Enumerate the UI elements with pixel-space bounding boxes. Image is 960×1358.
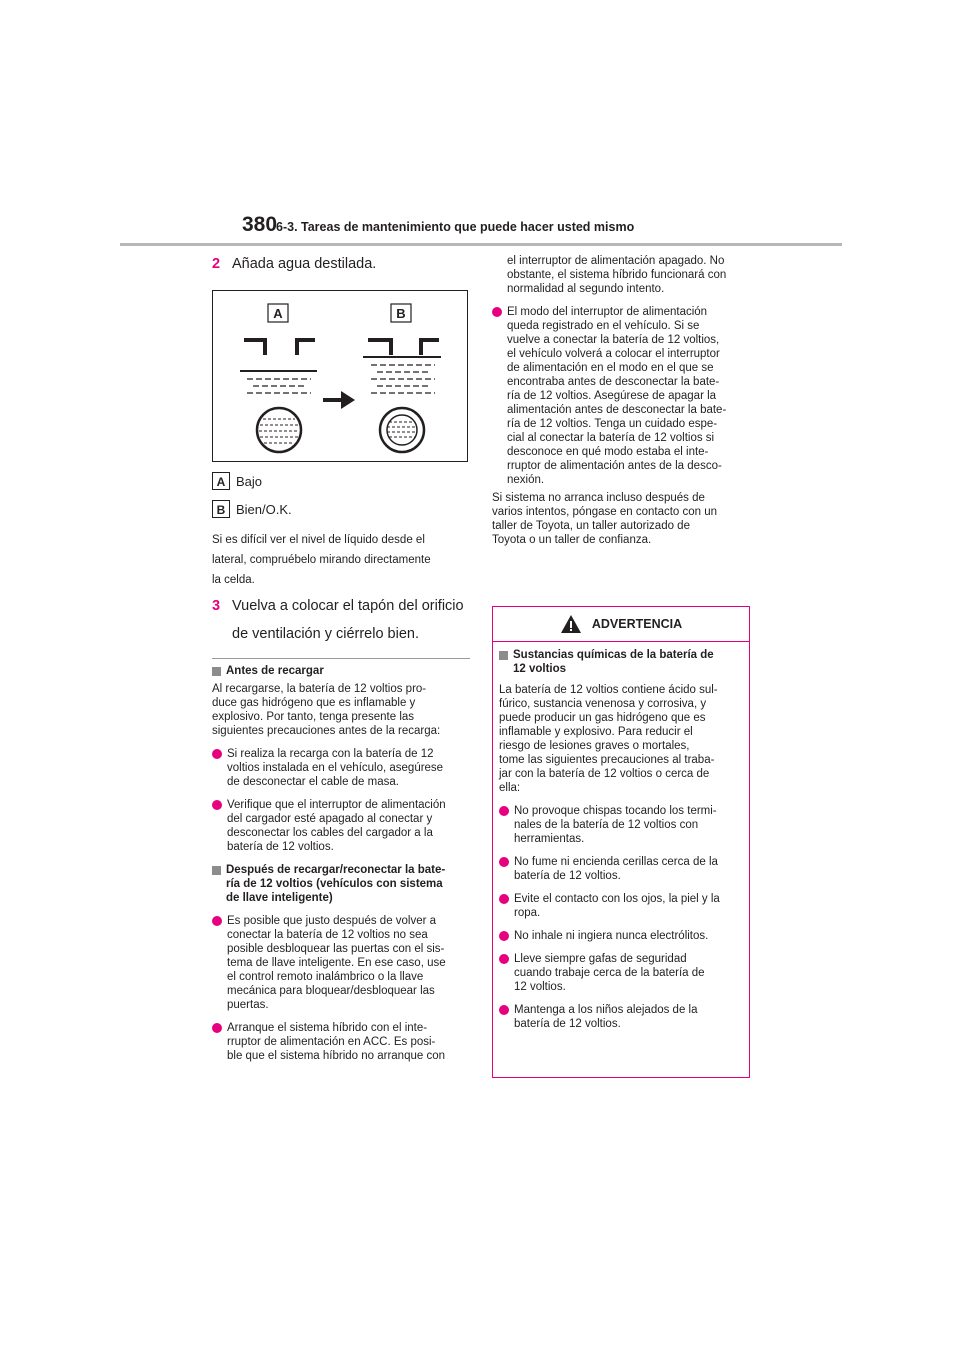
continued-paragraph: el interruptor de alimentación apagado. No obstante, el sistema híbrido funcionará con normalidad al segundo intento.: [507, 255, 727, 295]
section-before-charging: [212, 664, 470, 1063]
cell-ok: [368, 340, 439, 355]
warning-header: [493, 607, 749, 642]
step-2: [212, 254, 470, 275]
arrow-icon: [323, 391, 355, 409]
bullet-text: Es posible que justo después de volver a conectar la batería de 12 voltios no sea posible desbloquear las puertas con el sis- tema de llave inteligente. En ese caso, use el control remoto inalámbrico o la llave mecánica para bloquear/desbloquear las puertas.: [227, 915, 446, 1011]
step-text: de ventilación y ciérrelo bien.: [232, 626, 419, 642]
legend-text: Bajo: [236, 473, 263, 489]
legend-b: [212, 500, 292, 518]
battery-level-figure: [212, 290, 468, 462]
section-title: 6-3. Tareas de mantenimiento que puede hacer usted mismo: [276, 220, 635, 234]
paragraph: Al recargarse, la batería de 12 voltios pro- duce gas hidrógeno que es inflamable y explosivo. Por tanto, tenga presente las siguientes precauciones antes de la recarga:: [212, 683, 441, 737]
list-item: [212, 798, 470, 854]
left-column: [212, 254, 470, 1114]
warning-triangle-icon: [560, 614, 582, 634]
right-column: [492, 254, 754, 1084]
step-indent: [212, 622, 232, 646]
square-bullet-icon: [212, 866, 221, 875]
note-line: lateral, compruébelo mirando directamente: [212, 554, 431, 566]
bullet-icon: [499, 931, 509, 941]
bullet-icon: [499, 1005, 509, 1015]
section-heading: [212, 863, 470, 905]
figure-label-b: B: [396, 306, 406, 321]
legend-a: [212, 472, 262, 490]
list-item: [499, 855, 743, 883]
cell-low: [244, 340, 315, 355]
figure-label-a: A: [273, 306, 283, 321]
bullet-text: Si realiza la recarga con la batería de 12 voltios instalada en el vehículo, asegúrese de desconectar el cable de masa.: [227, 748, 444, 788]
list-item: [212, 1021, 470, 1063]
note-line: Si es difícil ver el nivel de líquido desde el: [212, 534, 425, 546]
cell-top-view-low: [257, 408, 301, 452]
bullet-text: Lleve siempre gafas de seguridad cuando trabaje cerca de la batería de 12 voltios.: [514, 953, 705, 993]
step-3: [212, 594, 472, 646]
warning-box: [492, 606, 750, 1078]
warning-heading: [499, 648, 743, 676]
step-number: 2: [212, 256, 221, 272]
bullet-text: No fume ni encienda cerillas cerca de la batería de 12 voltios.: [514, 856, 718, 882]
list-item: [499, 892, 743, 920]
list-item: [499, 804, 743, 846]
bullet-text: Verifique que el interruptor de alimentación del cargador esté apagado al conectar y desconectar los cables del cargador a la batería de 12 voltios.: [227, 799, 446, 853]
square-bullet-icon: [212, 667, 221, 676]
bullet-icon: [492, 307, 502, 317]
legend-text: Bien/O.K.: [236, 501, 292, 517]
warning-title: ADVERTENCIA: [591, 617, 683, 631]
warning-content: [493, 642, 749, 1031]
list-item: [212, 747, 470, 789]
square-bullet-icon: [499, 651, 508, 660]
cell-top-view-ok: [380, 408, 424, 452]
bullet-icon: [499, 954, 509, 964]
heading-text: Antes de recargar: [226, 665, 324, 677]
section-heading: [212, 664, 470, 678]
bullet-icon: [499, 806, 509, 816]
legend-letter: B: [212, 500, 230, 518]
bullet-icon: [212, 1023, 222, 1033]
step-text: Añada agua destilada.: [232, 256, 377, 272]
bullet-text: No inhale ni ingiera nunca electrólitos.: [514, 930, 709, 942]
step-text: Vuelva a colocar el tapón del orificio: [232, 598, 464, 614]
heading-text: Después de recargar/reconectar la bate- ría de 12 voltios (vehículos con sistema de llave inteligente): [226, 864, 446, 904]
section-divider: [212, 658, 470, 659]
list-item: [499, 952, 743, 994]
note-text: [212, 530, 431, 590]
note-line: la celda.: [212, 574, 255, 586]
header-rule: [120, 243, 842, 246]
paragraph: Si sistema no arranca incluso después de varios intentos, póngase en contacto con un taller de Toyota, un taller autorizado de Toyota o un taller de confianza.: [492, 492, 718, 546]
list-item: [492, 305, 754, 487]
bullet-icon: [499, 857, 509, 867]
bullet-icon: [499, 894, 509, 904]
list-item: [499, 1003, 743, 1031]
list-item: [212, 914, 470, 1012]
battery-diagram: [213, 291, 467, 461]
warning-paragraph: La batería de 12 voltios contiene ácido sul- fúrico, sustancia venenosa y corrosiva, y puede producir un gas hidrógeno que es inflamable y explosivo. Para reducir el riesgo de lesiones graves o mortales, tome las siguientes precauciones al traba- jar con la batería de 12 voltios o cerca de ella:: [499, 684, 718, 794]
bullet-text: No provoque chispas tocando los termi- nales de la batería de 12 voltios con herramientas.: [514, 805, 717, 845]
list-item: [499, 929, 743, 943]
page-number: 380: [242, 213, 278, 236]
bullet-text: El modo del interruptor de alimentación queda registrado en el vehículo. Si se vuelve a conectar la batería de 12 voltios, el vehículo volverá a colocar el interruptor de alimentación en el modo en el que se encontraba antes de desconectar la bate- ría de 12 voltios. Asegúrese de apagar la alimentación antes de desconectar la bate- ría de 12 voltios. Tenga un cuidado espe- cial al conectar la batería de 12 voltios si desconoce en qué modo estaba el inte- rruptor de alimentación antes de la desco- nexión.: [507, 306, 727, 486]
bullet-text: Evite el contacto con los ojos, la piel y la ropa.: [514, 893, 720, 919]
bullet-text: Mantenga a los niños alejados de la batería de 12 voltios.: [514, 1004, 698, 1030]
step-3-line1: [212, 594, 472, 618]
bullet-icon: [212, 749, 222, 759]
bullet-icon: [212, 800, 222, 810]
bullet-text: Arranque el sistema híbrido con el inte- rruptor de alimentación en ACC. Es posi- ble que el sistema híbrido no arranque con: [227, 1022, 446, 1062]
heading-text: Sustancias químicas de la batería de 12 voltios: [513, 649, 714, 675]
legend-letter: A: [212, 472, 230, 490]
step-number: 3: [212, 598, 221, 614]
bullet-icon: [212, 916, 222, 926]
step-3-line2: [212, 622, 472, 646]
